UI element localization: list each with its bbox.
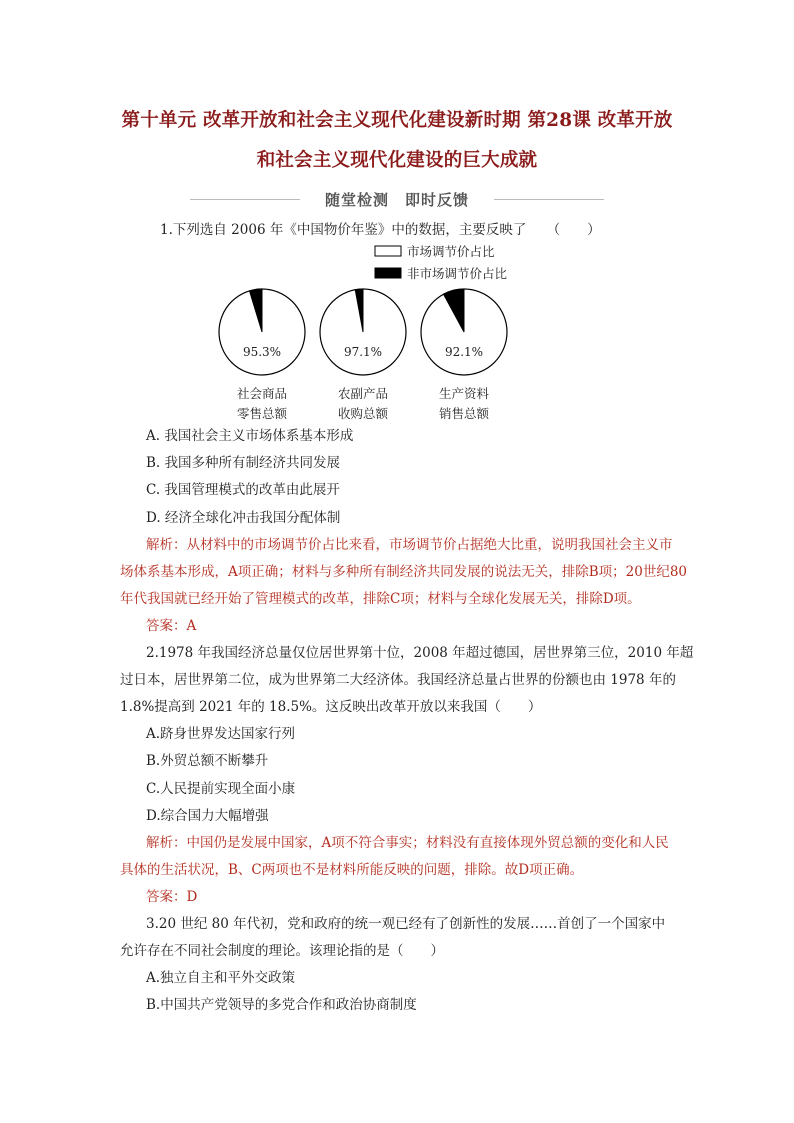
q1-option-a: A. 我国社会主义市场体系基本形成 [146, 428, 354, 444]
q1-option-b: B. 我国多种所有制经济共同发展 [146, 455, 341, 471]
legend-label-market: 市场调节价占比 [407, 244, 495, 259]
q2-option-c: C.人民提前实现全面小康 [146, 781, 296, 797]
banner-divider-right [494, 199, 604, 200]
pie-chart-svg [200, 240, 540, 430]
pie-category-label-line1: 农副产品 [337, 386, 389, 401]
pie-value-label: 92.1% [444, 345, 484, 359]
q3-stem-line2: 允许存在不同社会制度的理论。该理论指的是（ ） [120, 943, 444, 959]
page-title-line2: 和社会主义现代化建设的巨大成就 [256, 150, 538, 171]
banner-text: 随堂检测 即时反馈 [324, 191, 469, 209]
legend-swatch-market [375, 246, 401, 256]
pie-category-label-line2: 销售总额 [438, 406, 490, 421]
q1-answer: 答案：A [146, 618, 197, 634]
q2-analysis-line2: 具体的生活状况，B、C两项也不是材料所能反映的问题，排除。故D项正确。 [120, 862, 584, 878]
q1-option-c: C. 我国管理模式的改革由此展开 [146, 482, 340, 498]
q2-option-b: B.外贸总额不断攀升 [146, 753, 269, 769]
q1-analysis-line2: 场体系基本形成，A项正确；材料与多种所有制经济共同发展的说法无关，排除B项；20世纪80 [120, 564, 688, 580]
q1-analysis-line1: 解析：从材料中的市场调节价占比来看，市场调节价占据绝大比重，说明我国社会主义市 [146, 537, 673, 553]
pie-category-label-line2: 收购总额 [337, 406, 389, 421]
pie-category-label-line1: 社会商品 [236, 386, 288, 401]
q3-stem-line1: 3.20 世纪 80 年代初，党和政府的统一观已经有了创新性的发展……首创了一个国家中 [146, 916, 666, 932]
q3-option-b: B.中国共产党领导的多党合作和政治协商制度 [146, 997, 417, 1013]
q1-analysis-line3: 年代我国就已经开始了管理模式的改革，排除C项；材料与全球化发展无关，排除D项。 [120, 591, 641, 607]
q2-answer: 答案：D [146, 889, 198, 905]
q2-option-a: A.跻身世界发达国家行列 [146, 726, 296, 742]
q1-option-d: D. 经济全球化冲击我国分配体制 [146, 510, 341, 526]
legend-label-non-market: 非市场调节价占比 [407, 266, 508, 281]
q2-stem-line1: 2.1978 年我国经济总量仅位居世界第十位，2008 年超过德国，居世界第三位，2010 年超 [146, 645, 694, 661]
q1-stem: 1.下列选自 2006 年《中国物价年鉴》中的数据，主要反映了 （ ） [160, 222, 601, 238]
q3-option-a: A.独立自主和平外交政策 [146, 970, 296, 986]
pie-chart-group [200, 240, 540, 430]
q2-stem-line3: 1.8%提高到 2021 年的 18.5%。这反映出改革开放以来我国（ ） [120, 699, 542, 715]
legend-swatch-non-market [375, 268, 401, 278]
q2-option-d: D.综合国力大幅增强 [146, 808, 269, 824]
pie-category-label-line1: 生产资料 [438, 386, 490, 401]
section-banner [190, 188, 604, 212]
page-title-line1: 第十单元 改革开放和社会主义现代化建设新时期 第28课 改革开放 [121, 110, 673, 131]
pie-value-label: 97.1% [343, 345, 383, 359]
pie-value-label: 95.3% [242, 345, 282, 359]
q2-stem-line2: 过日本，居世界第二位，成为世界第二大经济体。我国经济总量占世界的份额也由 1978 年的 [120, 672, 676, 688]
pie-category-label-line2: 零售总额 [236, 406, 288, 421]
q2-analysis-line1: 解析：中国仍是发展中国家，A项不符合事实；材料没有直接体现外贸总额的变化和人民 [146, 835, 669, 851]
